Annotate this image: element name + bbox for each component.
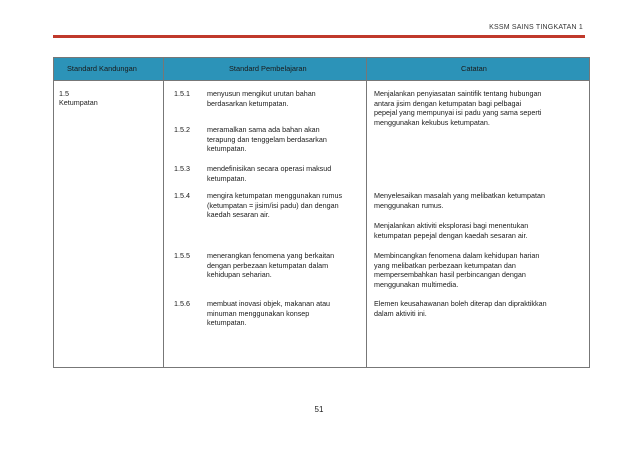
column-header-learning-standard: Standard Pembelajaran bbox=[229, 64, 307, 73]
learning-standard-code: 1.5.1 bbox=[174, 89, 190, 98]
column-header-notes: Catatan bbox=[461, 64, 487, 73]
column-header-content-standard: Standard Kandungan bbox=[67, 64, 137, 73]
learning-standard-description: menyusun mengikut urutan bahan berdasarkan ketumpatan. bbox=[207, 89, 316, 108]
note-paragraph: Menjalankan penyiasatan saintifik tentang hubungan antara jisim dengan ketumpatan bagi pelbagai pepejal yang mempunyai isi padu yang sama seperti menggunakan kekubus ketumpatan. bbox=[374, 89, 542, 127]
note-paragraph: Menyelesaikan masalah yang melibatkan ketumpatan menggunakan rumus. bbox=[374, 191, 546, 210]
header-rule bbox=[53, 35, 585, 38]
learning-standard-description: mendefinisikan secara operasi maksud ketumpatan. bbox=[207, 164, 332, 183]
table-header-row bbox=[54, 58, 589, 81]
learning-standard-code: 1.5.3 bbox=[174, 164, 190, 173]
learning-standard-description: mengira ketumpatan menggunakan rumus (ketumpatan = jisim/isi padu) dan dengan kaedah sesaran air. bbox=[207, 191, 343, 219]
learning-standard-code: 1.5.2 bbox=[174, 125, 190, 134]
column-divider bbox=[366, 58, 367, 367]
learning-standard-code: 1.5.5 bbox=[174, 251, 190, 260]
learning-standard-code: 1.5.4 bbox=[174, 191, 190, 200]
column-divider bbox=[163, 58, 164, 367]
content-standard-code: 1.5 bbox=[59, 89, 69, 98]
document-header: KSSM SAINS TINGKATAN 1 bbox=[489, 24, 583, 31]
learning-standard-code: 1.5.6 bbox=[174, 299, 190, 308]
learning-standard-description: membuat inovasi objek, makanan atau minuman menggunakan konsep ketumpatan. bbox=[207, 299, 331, 327]
curriculum-table bbox=[53, 57, 590, 368]
note-paragraph: Membincangkan fenomena dalam kehidupan harian yang melibatkan perbezaan ketumpatan dan mempersembahkan hasil perbincangan dengan menggunakan multimedia. bbox=[374, 251, 540, 289]
learning-standard-description: menerangkan fenomena yang berkaitan dengan perbezaan ketumpatan dalam kehidupan seharian. bbox=[207, 251, 335, 279]
note-paragraph: Menjalankan aktiviti eksplorasi bagi menentukan ketumpatan pepejal dengan kaedah sesaran air. bbox=[374, 221, 529, 240]
learning-standard-description: meramalkan sama ada bahan akan terapung dan tenggelam berdasarkan ketumpatan. bbox=[207, 125, 327, 153]
page-number: 51 bbox=[314, 405, 324, 414]
content-standard-title: Ketumpatan bbox=[59, 98, 98, 107]
note-paragraph: Elemen keusahawanan boleh diterap dan dipraktikkan dalam aktiviti ini. bbox=[374, 299, 547, 318]
